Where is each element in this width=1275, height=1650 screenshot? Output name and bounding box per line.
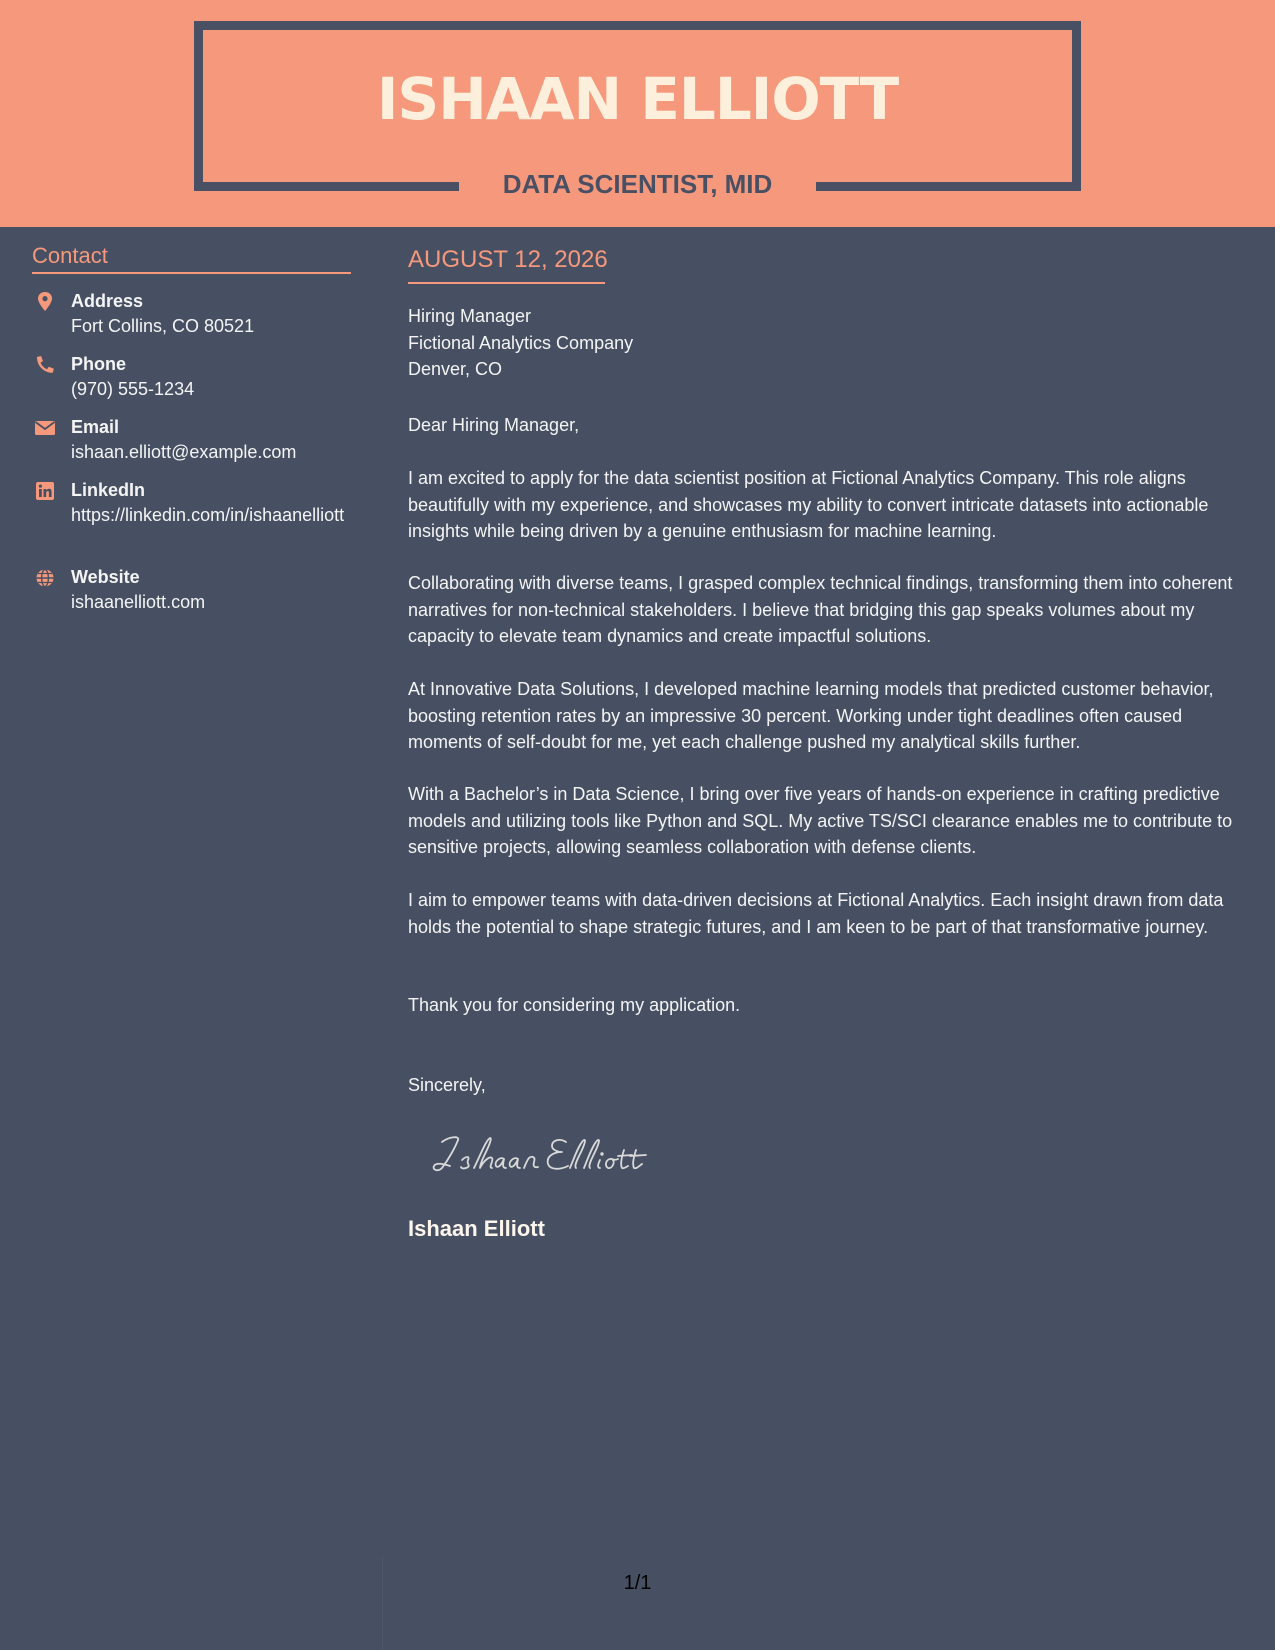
job-title: DATA SCIENTIST, MID [502,169,773,199]
recipient-block [408,303,633,383]
location-pin-icon [32,291,58,313]
contact-heading: Contact [32,243,108,268]
handwritten-signature [428,1126,658,1186]
recipient-line: Hiring Manager [408,306,532,326]
letter-date: AUGUST 12, 2026 [408,246,608,273]
body-paragraph: I am excited to apply for the data scientist position at Fictional Analytics Company. This role aligns beautifully with my experience, and showcases my ability to convert intricate datasets into actionable insights while being driven by a genuine enthusiasm for machine learning. [408,468,1209,541]
signer-name: Ishaan Elliott [408,1216,545,1241]
body-paragraph: Collaborating with diverse teams, I grasped complex technical findings, transforming them into coherent narratives for non-technical stakeholders. I believe that bridging this gap speaks volumes about my capacity to elevate team dynamics and create impactful solutions. [408,573,1233,646]
linkedin-icon [32,480,58,502]
body-paragraph: With a Bachelor’s in Data Science, I bring over five years of hands-on experience in crafting predictive models and utilizing tools like Python and SQL. My active TS/SCI clearance enables me to contribute to sensitive projects, allowing seamless collaboration with defense clients. [408,784,1233,857]
linkedin-link[interactable]: https://linkedin.com/in/ishaanelliott [71,505,345,525]
contact-heading-rule [32,272,351,274]
date-rule [408,282,605,284]
globe-icon [32,567,58,589]
contact-label: Address [71,291,144,311]
body-paragraph: At Innovative Data Solutions, I developed machine learning models that predicted customer behavior, boosting retention rates by an impressive 30 percent. Working under tight deadlines often caused moments of self-doubt for me, yet each challenge pushed my analytical skills further. [408,679,1214,752]
contact-label: Phone [71,354,127,374]
contact-label: LinkedIn [71,480,146,500]
envelope-icon [32,417,58,439]
recipient-line: Fictional Analytics Company [408,332,634,353]
contact-label: Website [71,567,140,587]
phone-icon [32,354,58,376]
contact-label: Email [71,417,120,437]
email-value: ishaan.elliott@example.com [71,442,297,462]
phone-value: (970) 555-1234 [71,379,195,399]
website-link[interactable]: ishaanelliott.com [71,592,206,612]
body-paragraph: I aim to empower teams with data-driven decisions at Fictional Analytics. Each insight drawn from data holds the potential to shape strategic futures, and I am keen to be part of that transformative journey. [408,890,1224,937]
thank-you-line: Thank you for considering my application. [408,995,741,1015]
header-banner [0,0,1275,227]
page-number: 1/1 [623,1572,652,1594]
salutation: Dear Hiring Manager, [408,415,580,435]
recipient-line: Denver, CO [408,359,503,379]
address-value: Fort Collins, CO 80521 [71,316,255,336]
candidate-name: ISHAAN ELLIOTT [376,65,899,133]
closing: Sincerely, [408,1075,486,1095]
